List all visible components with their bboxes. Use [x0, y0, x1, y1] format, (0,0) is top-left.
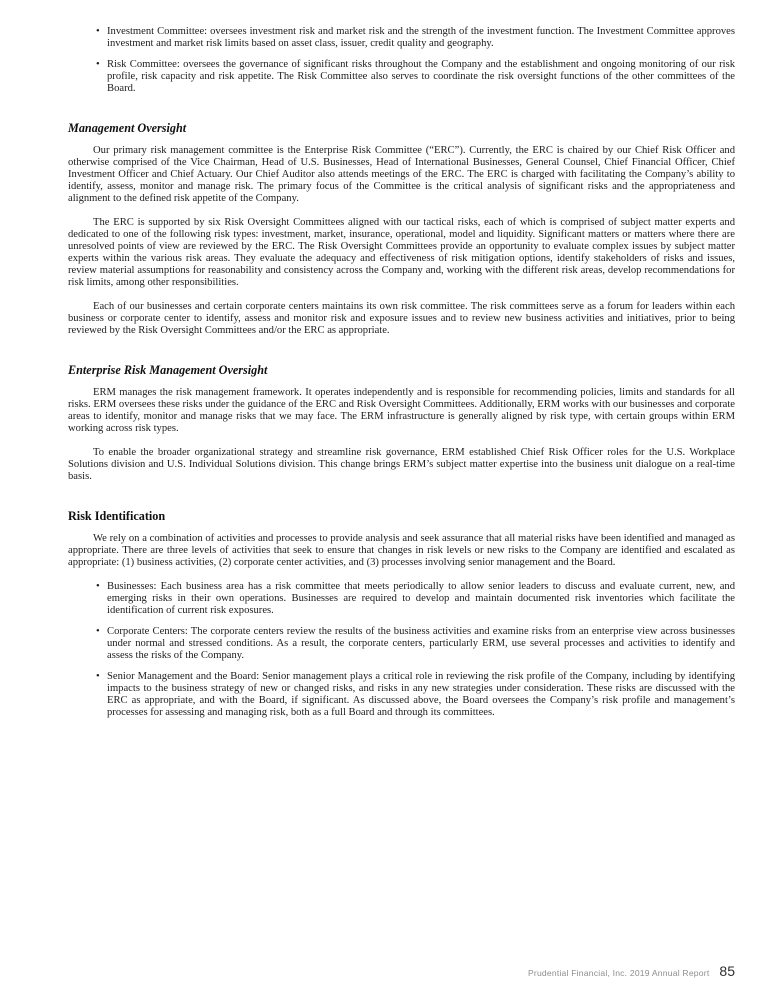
page-footer	[528, 963, 735, 979]
bullet-text: Corporate Centers: The corporate centers review the results of the business activities and examine risks from an enterprise view across businesses under normal and stressed conditions. As a result, the corporate centers, particularly ERM, use several processes and activities to identify and assess the risks of the Company.	[107, 626, 735, 661]
paragraph: Each of our businesses and certain corporate centers maintains its own risk committee. The risk committees serve as a forum for leaders within each business or corporate center to identify, assess and monitor risk and exposure issues and to review new business activities and initiatives, prior to being reviewed by the Risk Oversight Committees and/or the ERC as appropriate.	[68, 301, 735, 336]
bullet-text: Businesses: Each business area has a risk committee that meets periodically to allow senior leaders to discuss and evaluate current, new, and emerging risks in their own operations. Businesses are required to develop and maintain documented risk inventories which facilitate the identification of current risk exposures.	[107, 581, 735, 616]
bullet-text: Investment Committee: oversees investment risk and market risk and the strength of the investment function. The Investment Committee approves investment and market risk limits based on asset class, issuer, credit quality and geography.	[107, 26, 735, 49]
section-heading-management-oversight: Management Oversight	[68, 121, 187, 135]
bullet-text: Senior Management and the Board: Senior management plays a critical role in reviewing the risk profile of the Company, including by identifying impacts to the business strategy of new or changed risks, and risks in any new strategies under consideration. These risks are discussed with the ERC as appropriate, and with the Board, if significant. As discussed above, the Board oversees the Company’s risk profile and management’s processes for assessing and managing risk, both as a full Board and through its committees.	[107, 671, 735, 718]
paragraph: ERM manages the risk management framework. It operates independently and is responsible for recommending policies, limits and standards for all risks. ERM oversees these risks under the guidance of the ERC and Risk Oversight Committees. Additionally, ERM works with our businesses and corporate areas to identify, monitor and manage risks that we may face. The ERM infrastructure is generally aligned by risk type, with certain groups within ERM working across risk types.	[68, 387, 735, 434]
paragraph: Our primary risk management committee is the Enterprise Risk Committee (“ERC”). Currently, the ERC is chaired by our Chief Risk Officer and otherwise comprised of the Vice Chairman, Head of U.S. Businesses, Head of International Businesses, General Counsel, Chief Financial Officer, Chief Investment Officer and Chief Actuary. Our Chief Auditor also attends meetings of the ERC. The ERC is charged with facilitating the Company’s ability to identify, assess, monitor and manage risk. The primary focus of the Committee is the critical analysis of significant risks and the appropriateness and alignment to the defined risk appetite of the Company.	[68, 145, 735, 204]
list-item	[68, 626, 735, 662]
paragraph: To enable the broader organizational strategy and streamline risk governance, ERM established Chief Risk Officer roles for the U.S. Workplace Solutions division and U.S. Individual Solutions division. This change brings ERM’s subject matter expertise into the business unit dialogue on a real-time basis.	[68, 447, 735, 482]
section-heading-risk-identification: Risk Identification	[68, 509, 166, 523]
committee-bullet-list	[68, 26, 735, 95]
footer-page-number: 85	[719, 963, 735, 979]
page-text-column	[68, 0, 735, 719]
bullet-text: Risk Committee: oversees the governance of significant risks throughout the Company and the establishment and ongoing monitoring of our risk profile, risk capacity and risk appetite. The Risk Committee also serves to coordinate the risk oversight functions of the other committees of the Board.	[107, 59, 735, 94]
paragraph: The ERC is supported by six Risk Oversight Committees aligned with our tactical risks, each of which is comprised of subject matter experts and dedicated to one of the following risk types: investment, market, insurance, operational, model and liquidity. Significant matters or matters where there are unresolved points of view are reviewed by the ERC. The Risk Oversight Committees provide an opportunity to evaluate complex issues by subject matter experts within the various risk areas. They evaluate the adequacy and effectiveness of risk mitigation options, identify stakeholders of risks and issues, review material assumptions for reasonability and consistency across the Company and, working with the different risk areas, develop recommendations for risk limits, among other responsibilities.	[68, 217, 735, 288]
risk-identification-bullet-list	[68, 581, 735, 719]
list-item	[68, 59, 735, 95]
footer-report-label: Prudential Financial, Inc. 2019 Annual Report	[527, 968, 710, 978]
paragraph: We rely on a combination of activities and processes to provide analysis and seek assurance that all material risks have been identified and managed as appropriate. There are three levels of activities that seek to ensure that changes in risk levels or new risks to the Company are identified and escalated as appropriate: (1) business activities, (2) corporate center activities, and (3) processes involving senior management and the Board.	[68, 533, 735, 568]
list-item	[68, 26, 735, 50]
list-item	[68, 671, 735, 719]
section-heading-erm-oversight: Enterprise Risk Management Oversight	[68, 363, 268, 377]
list-item	[68, 581, 735, 617]
